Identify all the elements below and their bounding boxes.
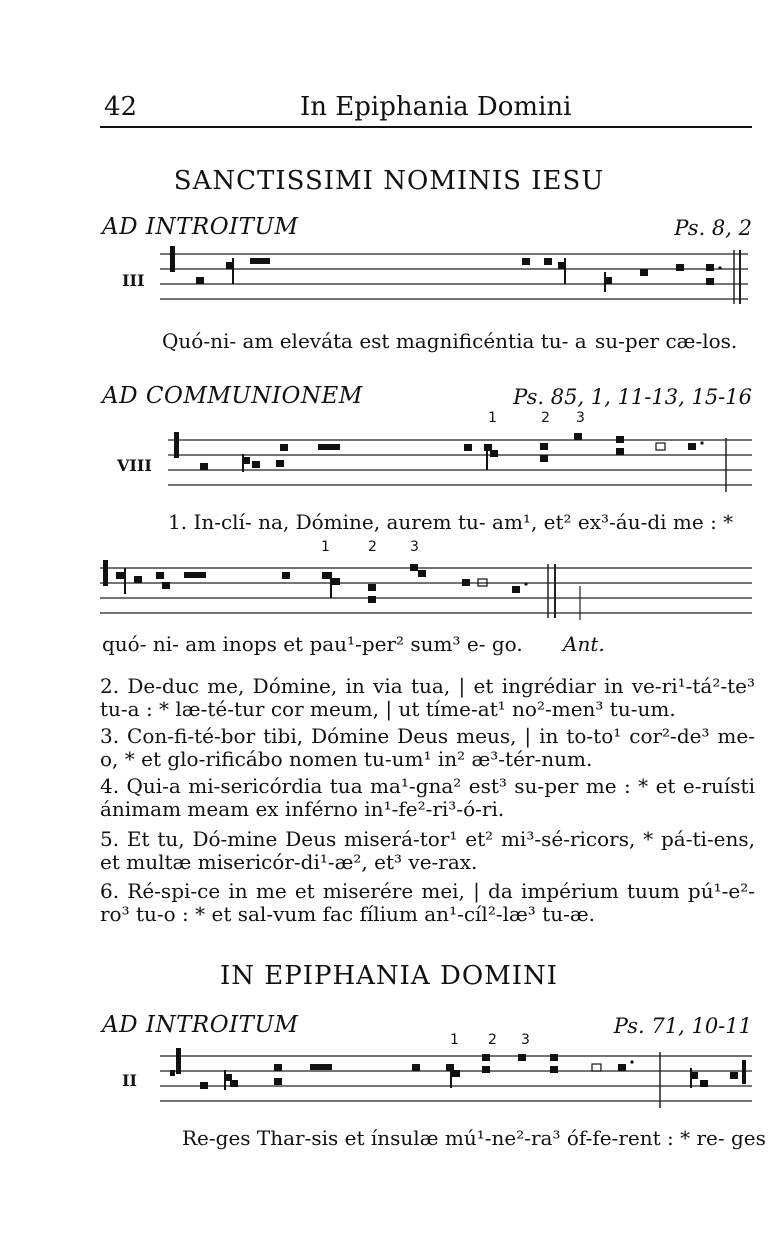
introit-mode: III bbox=[122, 271, 145, 290]
neume bbox=[116, 572, 124, 579]
verse-6: 6. Ré-spi-ce in me et miserére mei, | da impérium tuum pú¹-e²-ro³ tu-o : * et sal-vum fac fílium an¹-cíl²-læ³ tu-æ. bbox=[100, 879, 755, 926]
neume bbox=[318, 444, 340, 450]
neume bbox=[688, 443, 696, 450]
neume bbox=[332, 578, 340, 585]
neume bbox=[700, 1080, 708, 1087]
neume bbox=[550, 1054, 558, 1061]
communion-label: AD COMMUNIONEM bbox=[102, 383, 363, 409]
chant-staff-communion-1 bbox=[168, 430, 758, 496]
neume bbox=[280, 444, 288, 451]
neume bbox=[540, 443, 548, 450]
neume bbox=[616, 436, 624, 443]
neume bbox=[368, 584, 376, 591]
neume bbox=[452, 1070, 460, 1077]
epiphany-psalm-ref: Ps. 71, 10-11 bbox=[613, 1014, 752, 1038]
intonation-figure-1: 1 bbox=[488, 410, 497, 426]
verse-2: 2. De-duc me, Dómine, in via tua, | et ingrédiar in ve-ri¹-tá²-te³ tu-a : * læ-té-tur cor meum, | ut tíme-at¹ no²-men³ tu-um. bbox=[100, 674, 755, 721]
chant-staff-communion-2 bbox=[100, 558, 758, 624]
running-head: In Epiphania Domini bbox=[300, 92, 572, 122]
neume bbox=[512, 586, 520, 593]
verse-5: 5. Et tu, Dó-mine Deus miserá-tor¹ et² mi³-sé-ricors, * pá-ti-ens, et multæ misericór-di¹-æ², et³ ve-rax. bbox=[100, 827, 755, 874]
neume bbox=[742, 1060, 746, 1084]
communion-line2-text: quó- ni- am inops et pau¹-per² sum³ e- go. bbox=[102, 632, 523, 656]
epiphany-mode: II bbox=[122, 1071, 137, 1090]
communion-verse-1: 1. In-clí- na, Dómine, aurem tu- am¹, et² ex³-áu-di me : * bbox=[168, 510, 734, 534]
neume bbox=[184, 572, 206, 578]
neume bbox=[368, 596, 376, 603]
neume bbox=[676, 264, 684, 271]
neume bbox=[544, 258, 552, 265]
neume bbox=[156, 572, 164, 579]
neume bbox=[276, 460, 284, 467]
cadence-figure-3: 3 bbox=[410, 539, 419, 555]
introit-psalm-ref: Ps. 8, 2 bbox=[674, 216, 752, 240]
neume bbox=[200, 463, 208, 470]
epiphany-figure-2: 2 bbox=[488, 1032, 497, 1048]
verse-3: 3. Con-fi-té-bor tibi, Dómine Deus meus, | in to-to¹ cor²-de³ me-o, * et glo-rificábo nomen tu-um¹ in² æ³-tér-num. bbox=[100, 724, 755, 771]
neume bbox=[418, 570, 426, 577]
introit-lyric-1: Quó-ni- am eleváta est magnificéntia tu- a bbox=[162, 329, 587, 353]
neume bbox=[310, 1064, 332, 1070]
chant-staff-introit bbox=[160, 244, 758, 310]
section-title-epiphany: IN EPIPHANIA DOMINI bbox=[219, 961, 559, 991]
neume bbox=[706, 278, 714, 285]
neume bbox=[196, 277, 204, 284]
neume bbox=[706, 264, 714, 271]
verse-4: 4. Qui-a mi-sericórdia tua ma¹-gna² est³ su-per me : * et e-ruísti ánimam meam ex inférno in¹-fe²-ri³-ó-ri. bbox=[100, 774, 755, 821]
neume bbox=[252, 461, 260, 468]
chant-staff-epiphany bbox=[160, 1046, 758, 1112]
neume bbox=[274, 1064, 282, 1071]
communion-mode: VIII bbox=[117, 456, 152, 475]
epiphany-lyric: Re-ges Thar-sis et ínsulæ mú¹-ne²-ra³ óf-fe-rent : * re- ges bbox=[182, 1126, 766, 1150]
neume bbox=[518, 1054, 526, 1061]
cadence-figure-1: 1 bbox=[321, 539, 330, 555]
epiphany-figure-1: 1 bbox=[450, 1032, 459, 1048]
neume bbox=[490, 450, 498, 457]
neume bbox=[230, 1080, 238, 1087]
communion-psalm-ref: Ps. 85, 1, 11-13, 15-16 bbox=[513, 385, 752, 409]
neume bbox=[618, 1064, 626, 1071]
neume bbox=[410, 564, 418, 571]
header-rule bbox=[100, 126, 752, 128]
introit-label: AD INTROITUM bbox=[102, 214, 299, 240]
epiphany-figure-3: 3 bbox=[521, 1032, 530, 1048]
page-number: 42 bbox=[104, 92, 138, 122]
neume bbox=[464, 444, 472, 451]
neume bbox=[640, 269, 648, 276]
neume bbox=[134, 576, 142, 583]
neume bbox=[550, 1066, 558, 1073]
neume bbox=[540, 455, 548, 462]
neume bbox=[322, 572, 330, 579]
neume bbox=[482, 1054, 490, 1061]
neume bbox=[482, 1066, 490, 1073]
neume bbox=[616, 448, 624, 455]
neume bbox=[522, 258, 530, 265]
antiphon-cue: Ant. bbox=[563, 632, 605, 656]
neume bbox=[200, 1082, 208, 1089]
introit-lyric-2: su-per cæ-los. bbox=[595, 329, 738, 353]
neume bbox=[412, 1064, 420, 1071]
neume bbox=[462, 579, 470, 586]
epiphany-introit-label: AD INTROITUM bbox=[102, 1012, 299, 1038]
neume bbox=[282, 572, 290, 579]
neume bbox=[274, 1078, 282, 1085]
intonation-figure-3: 3 bbox=[576, 410, 585, 426]
intonation-figure-2: 2 bbox=[541, 410, 550, 426]
neume bbox=[250, 258, 270, 264]
section-title-holy-name: SANCTISSIMI NOMINIS IESU bbox=[173, 166, 605, 196]
neume bbox=[574, 433, 582, 440]
neume bbox=[730, 1072, 738, 1079]
cadence-figure-2: 2 bbox=[368, 539, 377, 555]
neume bbox=[162, 582, 170, 589]
